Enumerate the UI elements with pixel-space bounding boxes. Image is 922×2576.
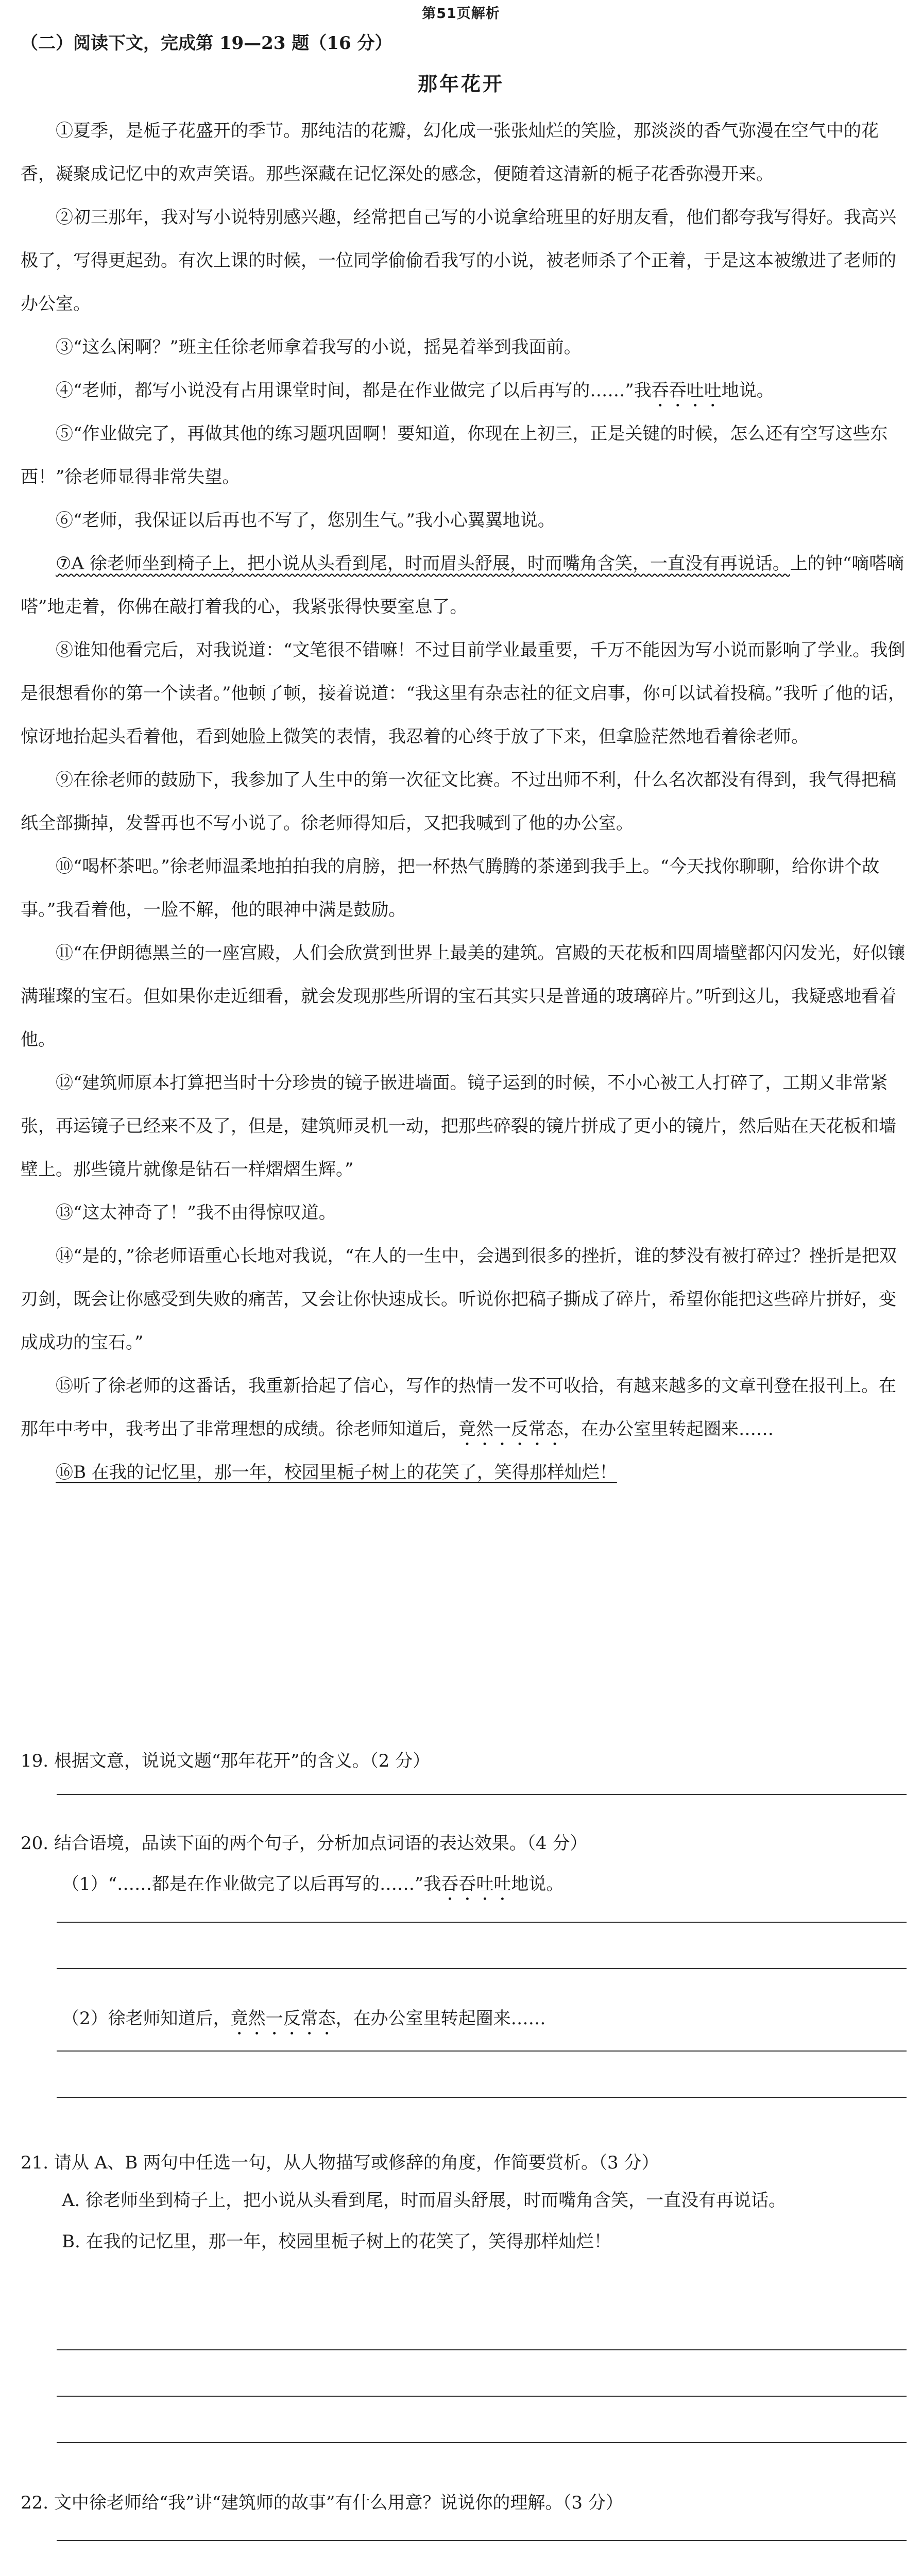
essay-text: 上的钟“嘀嗒嘀嗒”地走着，你佛在敲打着我的心，我紧张得快要室息了。 (21, 553, 904, 617)
essay-paragraph (21, 1364, 907, 1451)
essay-paragraph: ⑨在徐老师的鼓励下，我参加了人生中的第一次征文比赛。不过出师不利，什么名次都没有得到，我气得把稿纸全部撕掉，发誓再也不写小说了。徐老师得知后，又把我喊到了他的办公室。 (21, 770, 896, 834)
section-heading: （二）阅读下文，完成第 19—23 题（16 分） (21, 33, 392, 54)
essay-paragraph: ⑤“作业做完了，再做其他的练习题巩固啊！要知道，你现在上初三，正是关键的时候，怎么还有空写这些东西！”徐老师显得非常失望。 (21, 423, 888, 487)
sub-question-1 (21, 1870, 907, 1905)
essay-paragraph: ⑧谁知他看完后，对我说道：“文笔很不错嘛！不过目前学业最重要，千万不能因为写小说而影响了学业。我倒是很想看你的第一个读者。”他顿了顿，接着说道：“我这里有杂志社的征文启事，你可以试着投稿。”我听了他的话，惊讶地抬起头看着他，看到她脸上微笑的表情，我忍着的心终于放了下来，但拿脸茫然地看着徐老师。 (21, 640, 906, 747)
answer-line[interactable] (57, 2050, 907, 2052)
sentence-a: ⑦A 徐老师坐到椅子上，把小说从头看到尾，时而眉头舒展，时而嘴角含笑，一直没有再说话。 (56, 553, 790, 574)
essay-paragraph: ⑥“老师，我保证以后再也不写了，您别生气。”我小心翼翼地说。 (56, 510, 555, 531)
question-text: 根据文意，说说文题“那年花开”的含义。（2 分） (54, 1751, 431, 1771)
essay-text: ⑮听了徐老师的这番话，我重新拾起了信心，写作的热情一发不可收拾，有越来越多的文章刊登在报刊上。在那年中考中，我考出了非常理想的成绩。徐老师知道后， (21, 1376, 896, 1439)
essay-paragraph: ①夏季，是栀子花盛开的季节。那纯洁的花瓣，幻化成一张张灿烂的笑脸，那淡淡的香气弥漫在空气中的花香，凝聚成记忆中的欢声笑语。那些深藏在记忆深处的感念，便随着这清新的栀子花香弥漫开来。 (21, 121, 879, 184)
sub-question-text: （2）徐老师知道后， (62, 2008, 231, 2029)
essay-paragraph: ⑪“在伊朗德黑兰的一座宫殿，人们会欣赏到世界上最美的建筑。宫殿的天花板和四周墙壁都闪闪发光，好似镶满璀璨的宝石。但如果你走近细看，就会发现那些所谓的宝石其实只是普通的玻璃碎片。”听到这儿，我疑惑地看着他。 (21, 943, 906, 1050)
question-number: 22. (21, 2493, 49, 2513)
emphasized-word: 吞吞吐吐 (441, 1874, 511, 1894)
question-21 (21, 2148, 907, 2468)
sub-question-text: 地说。 (511, 1874, 564, 1894)
essay-body (21, 109, 907, 1494)
essay-text: ④“老师，都写小说没有占用课堂时间，都是在作业做完了以后再写的……”我 (56, 380, 652, 401)
emphasized-word: 吞吞吐吐 (651, 380, 722, 401)
page-title: 第51页解析 (422, 6, 500, 22)
emphasized-word: 竟然一反常态 (458, 1419, 564, 1439)
essay-title: 那年花开 (417, 72, 504, 95)
essay-paragraph: ②初三那年，我对写小说特别感兴趣，经常把自己写的小说拿给班里的好朋友看，他们都夸我写得好。我高兴极了，写得更起劲。有次上课的时候，一位同学偷偷看我写的小说，被老师杀了个正着，于是这本被缴进了老师的办公室。 (21, 207, 896, 314)
answer-line[interactable] (57, 1922, 907, 1923)
answer-line[interactable] (57, 1968, 907, 1969)
question-number: 21. (21, 2153, 49, 2173)
question-number: 19. (21, 1751, 49, 1771)
essay-text: ，在办公室里转起圈来…… (564, 1419, 774, 1439)
essay-paragraph: ⑬“这太神奇了！”我不由得惊叹道。 (56, 1202, 336, 1223)
answer-line[interactable] (57, 2097, 907, 2098)
answer-line[interactable] (57, 2349, 907, 2350)
answer-line[interactable] (57, 2540, 907, 2541)
essay-paragraph: ⑫“建筑师原本打算把当时十分珍贵的镜子嵌进墙面。镜子运到的时候，不小心被工人打碎了，工期又非常紧张，再运镜子已经来不及了，但是，建筑师灵机一动，把那些碎裂的镜片拼成了更小的镜片，然后贴在天花板和墙壁上。那些镜片就像是钻石一样熠熠生辉。” (21, 1073, 896, 1180)
question-22 (21, 2488, 907, 2576)
answer-line[interactable] (57, 1794, 907, 1795)
sentence-b: ⑯B 在我的记忆里，那一年，校园里栀子树上的花笑了，笑得那样灿烂！ (56, 1462, 617, 1483)
essay-text: 地说。 (721, 380, 774, 401)
emphasized-word: 竟然一反常态 (230, 2008, 336, 2029)
sub-question-text: ，在办公室里转起圈来…… (335, 2008, 546, 2029)
option-b: B. 在我的记忆里，那一年，校园里栀子树上的花笑了，笑得那样灿烂！ (62, 2231, 611, 2252)
sub-question-text: （1）“……都是在作业做完了以后再写的……”我 (62, 1874, 441, 1894)
question-text: 请从 A、B 两句中任选一句，从人物描写或修辞的角度，作简要赏析。（3 分） (54, 2153, 659, 2173)
answer-line[interactable] (57, 2442, 907, 2443)
answer-line[interactable] (57, 2396, 907, 2397)
essay-paragraph: ③“这么闲啊？”班主任徐老师拿着我写的小说，摇晃着举到我面前。 (56, 337, 582, 358)
essay-paragraph (21, 369, 907, 412)
essay-paragraph: ⑩“喝杯茶吧。”徐老师温柔地拍拍我的肩膀，把一杯热气腾腾的茶递到我手上。“今天找你聊聊，给你讲个故事。”我看着他，一脸不解，他的眼神中满是鼓励。 (21, 856, 880, 920)
question-number: 20. (21, 1833, 49, 1854)
question-text: 结合语境，品读下面的两个句子，分析加点词语的表达效果。（4 分） (54, 1833, 588, 1854)
question-20 (21, 1829, 907, 2117)
essay-paragraph: ⑭“是的，”徐老师语重心长地对我说，“在人的一生中，会遇到很多的挫折，谁的梦没有被打碎过？挫折是把双刃剑，既会让你感受到失败的痛苦，又会让你快速成长。听说你把稿子撕成了碎片，希望你能把这些碎片拼好，变成成功的宝石。” (21, 1246, 897, 1353)
question-text: 文中徐老师给“我”讲“建筑师的故事”有什么用意？说说你的理解。（3 分） (54, 2493, 623, 2513)
essay-paragraph (21, 542, 907, 629)
option-a: A. 徐老师坐到椅子上，把小说从头看到尾，时而眉头舒展，时而嘴角含笑，一直没有再说话。 (62, 2190, 787, 2211)
sub-question-2 (21, 2004, 546, 2039)
questions (21, 1747, 907, 2576)
essay-paragraph (21, 1451, 907, 1494)
question-19 (21, 1747, 907, 1808)
